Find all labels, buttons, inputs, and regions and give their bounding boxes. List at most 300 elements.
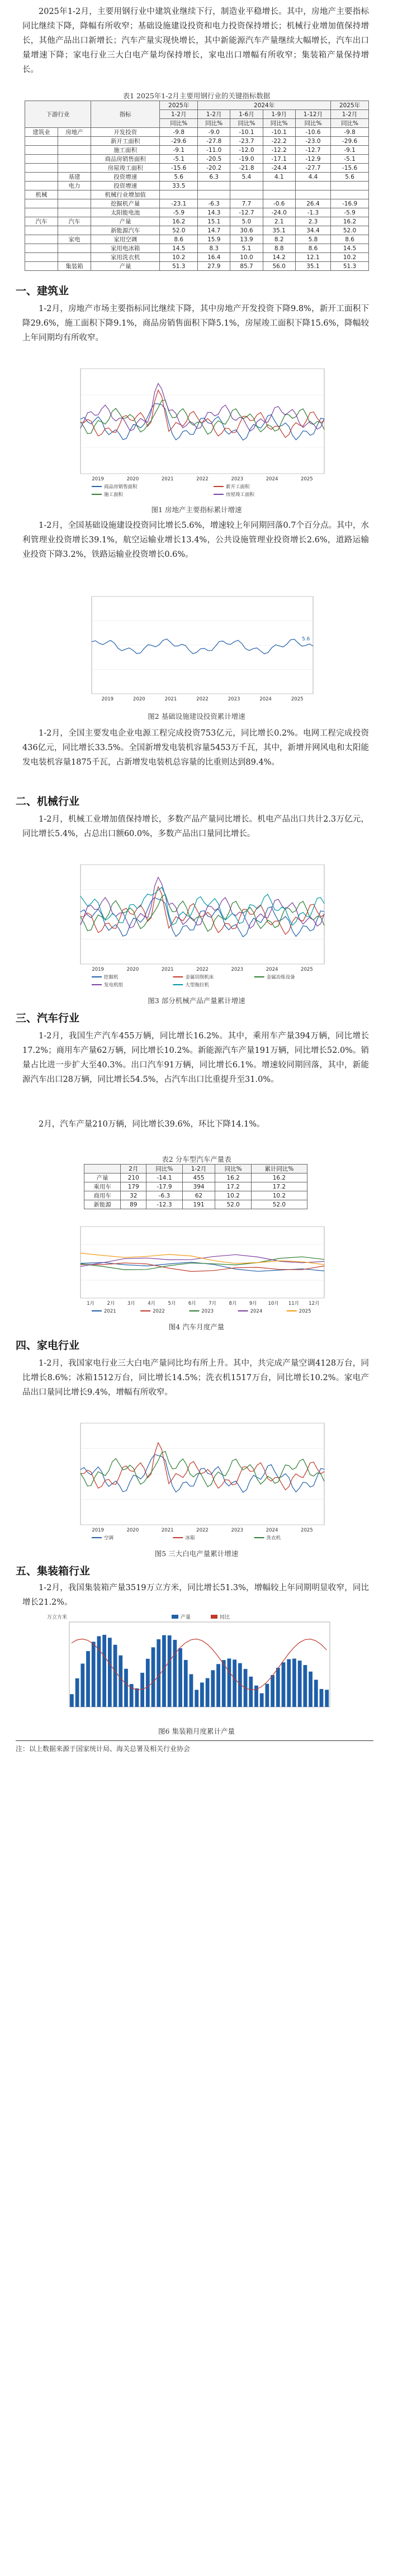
x-tick-label: 8月 xyxy=(229,1301,237,1306)
legend-label: 新开工面积 xyxy=(226,484,250,490)
table-cell xyxy=(25,155,58,164)
bar xyxy=(314,1680,318,1707)
section-container-title: 五、集装箱行业 xyxy=(16,1565,91,1577)
table-cell: 10.2 xyxy=(331,253,369,262)
fig4-caption: 图4 汽车月度产量 xyxy=(168,1323,225,1331)
x-tick-label: 2021 xyxy=(161,967,174,972)
bar xyxy=(298,1661,302,1707)
table-cell xyxy=(58,155,91,164)
col-header: 下游行业 xyxy=(25,101,91,128)
col-subheader: 1-6月 xyxy=(230,110,263,119)
table-cell: 52.0 xyxy=(251,1200,307,1209)
table-row xyxy=(25,199,369,208)
construction-paragraph-3: 1-2月，全国主要发电企业电源工程完成投资753亿元，同比增长0.2%。电网工程完成投资436亿元，同比增长33.5%。全国新增发电装机容量5453万千瓦，其中，新增并网风电和太阳能发电装机容量1875千瓦，占新增发电装机总容量的比重则达到89.4%。 xyxy=(22,729,369,767)
bar xyxy=(168,1635,172,1707)
x-tick-label: 2020 xyxy=(126,476,139,482)
table-cell xyxy=(230,182,263,190)
table-cell: -22.2 xyxy=(263,137,295,146)
bar xyxy=(151,1647,155,1707)
table-cell xyxy=(25,262,58,271)
fig6-caption: 图6 集装箱月度累计产量 xyxy=(158,1727,235,1735)
table-cell xyxy=(58,253,91,262)
table-cell xyxy=(58,199,91,208)
table-cell: 开发投资 xyxy=(91,128,160,137)
legend-label: 2021 xyxy=(104,1309,116,1314)
table-cell xyxy=(25,226,58,235)
col-header: 2月 xyxy=(121,1165,146,1173)
table-cell: 14.7 xyxy=(198,226,230,235)
table-cell: 16.2 xyxy=(215,1173,251,1182)
bar xyxy=(190,1674,193,1707)
x-tick-label: 12月 xyxy=(309,1301,320,1306)
table-cell: 14.5 xyxy=(160,244,198,253)
table-cell: 建筑业 xyxy=(25,128,58,137)
table-cell: -6.3 xyxy=(198,199,230,208)
table-cell: -5.9 xyxy=(331,208,369,217)
table-cell: 家用空调 xyxy=(91,235,160,244)
table-cell xyxy=(331,190,369,199)
x-tick-label: 4月 xyxy=(148,1301,156,1306)
x-tick-label: 2019 xyxy=(92,1528,104,1533)
x-tick-label: 6月 xyxy=(188,1301,196,1306)
legend-label: 发电机组 xyxy=(104,982,124,988)
table1-title: 表1 2025年1-2月主要用钢行业的关键指标数据 xyxy=(122,92,271,100)
table-cell: 8.6 xyxy=(331,235,369,244)
machinery-paragraph: 1-2月，机械工业增加值保持增长，多数产品产量同比增长。机电产品出口共计2.3万亿元，同比增长5.4%，占总出口额60.0%，多数产品出口量同比增长。 xyxy=(22,815,369,838)
table-cell: 8.6 xyxy=(160,235,198,244)
footnote-divider xyxy=(16,1740,373,1741)
table-cell: -16.9 xyxy=(331,199,369,208)
table-row xyxy=(25,128,369,137)
x-tick-label: 2019 xyxy=(92,476,104,482)
table-cell: 5.1 xyxy=(230,244,263,253)
x-tick-label: 2022 xyxy=(196,476,209,482)
legend-label: 大型拖拉机 xyxy=(185,982,209,988)
x-tick-label: 7月 xyxy=(209,1301,217,1306)
table-cell: 14.5 xyxy=(331,244,369,253)
table-cell: -15.6 xyxy=(160,164,198,173)
table-cell: 新能源 xyxy=(84,1200,121,1209)
table-cell: 家用电冰箱 xyxy=(91,244,160,253)
table-cell: -5.9 xyxy=(160,208,198,217)
table-cell xyxy=(58,190,91,199)
table-cell: -6.3 xyxy=(146,1191,182,1200)
series-line xyxy=(81,1253,324,1265)
section-appliance-title: 四、家电行业 xyxy=(16,1339,80,1352)
table-cell xyxy=(25,253,58,262)
table-cell: 2.3 xyxy=(295,217,330,226)
bar xyxy=(211,1670,215,1707)
table-cell: 5.0 xyxy=(230,217,263,226)
appliance-paragraph: 1-2月，我国家电行业三大白电产量同比均有所上升。其中，共完成产量空调4128万台，同比增长8.6%；冰箱1512万台，同比增长14.5%；洗衣机1517万台，同比增长10.2%。家电产品出口量同比增长9.4%，增幅有所收窄。 xyxy=(22,1359,369,1397)
legend-label: 商品房销售面积 xyxy=(104,484,138,490)
table-cell: 35.1 xyxy=(263,226,295,235)
table-cell: 8.8 xyxy=(263,244,295,253)
x-tick-label: 2021 xyxy=(161,1528,174,1533)
table-cell xyxy=(25,244,58,253)
bar xyxy=(119,1656,122,1707)
bar xyxy=(135,1688,139,1707)
table-cell: -19.0 xyxy=(230,155,263,164)
table-cell: 17.2 xyxy=(215,1182,251,1191)
table-cell: 电力 xyxy=(58,182,91,190)
table-cell xyxy=(25,146,58,155)
table-cell: 8.3 xyxy=(198,244,230,253)
legend-label: 洗衣机 xyxy=(266,1535,281,1541)
table-cell: 10.2 xyxy=(251,1191,307,1200)
bar xyxy=(292,1659,296,1707)
table-cell: 投资增速 xyxy=(91,173,160,182)
table-cell: -17.9 xyxy=(146,1182,182,1191)
x-tick-label: 10月 xyxy=(268,1301,279,1306)
table-cell: 62 xyxy=(182,1191,215,1200)
table-cell: -10.1 xyxy=(263,128,295,137)
bar xyxy=(184,1660,188,1707)
intro-paragraph: 2025年1-2月，主要用钢行业中建筑业继续下行，制造业平稳增长。其中，房地产主要指标同比继续下降，降幅有所收窄；基础设施建设投资和电力投资保持增长；机械行业增加值保持增长，其他产品出口新增长；汽车产量实现快增长，其中新能源汽车产量继续大幅增长，汽车出口量增速下降；家电行业三大白电产量均保持增长，家电出口增幅有所收窄；集装箱产量保持增长。 xyxy=(22,7,369,74)
fig2-caption: 图2 基础设施建设投资累计增速 xyxy=(148,712,245,721)
table-cell: 52.0 xyxy=(215,1200,251,1209)
legend-label: 冰箱 xyxy=(185,1535,195,1541)
table-cell: 8.6 xyxy=(295,244,330,253)
data-label: 5.6 xyxy=(302,636,310,642)
legend-swatch xyxy=(172,1615,178,1619)
table-cell: -10.6 xyxy=(295,128,330,137)
table-cell: 产量 xyxy=(91,217,160,226)
table-cell: -24.4 xyxy=(263,164,295,173)
table-cell: 投资增速 xyxy=(91,182,160,190)
legend-label: 施工面积 xyxy=(104,492,124,498)
x-tick-label: 2021 xyxy=(161,476,174,482)
fig1-caption: 图1 房地产主要指标累计增速 xyxy=(151,505,242,514)
table-cell: -27.8 xyxy=(198,137,230,146)
table-cell: -17.1 xyxy=(263,155,295,164)
table-cell: -5.1 xyxy=(160,155,198,164)
legend-swatch xyxy=(211,1615,217,1619)
table-cell: 85.7 xyxy=(230,262,263,271)
legend-label: 2022 xyxy=(153,1309,165,1314)
x-tick-label: 2024 xyxy=(266,967,278,972)
section-construction-title: 一、建筑业 xyxy=(16,285,69,297)
table-cell xyxy=(331,182,369,190)
x-tick-label: 2月 xyxy=(107,1301,115,1306)
col-subheader: 1-2月 xyxy=(331,110,369,119)
bar xyxy=(320,1689,324,1707)
table-cell: 集装箱 xyxy=(58,262,91,271)
table-cell: -9.1 xyxy=(331,146,369,155)
table-cell xyxy=(295,182,330,190)
table-cell xyxy=(295,190,330,199)
container-paragraph: 1-2月，我国集装箱产量3519万立方米，同比增长51.3%，增幅较上年同期明显收窄，同比增长21.2%。 xyxy=(22,1583,369,1607)
col-header xyxy=(84,1165,121,1173)
table-row xyxy=(25,173,369,182)
legend-label: 2025 xyxy=(299,1309,311,1314)
bar xyxy=(70,1694,74,1707)
legend-label: 挖掘机 xyxy=(104,975,119,980)
auto-paragraph-2: 2月，汽车产量210万辆，同比增长39.6%，环比下降14.1%。 xyxy=(39,1120,265,1129)
table-cell: -9.0 xyxy=(198,128,230,137)
x-tick-label: 2025 xyxy=(301,476,313,482)
col-header: 2025年 xyxy=(331,101,369,110)
legend-label: 产量 xyxy=(181,1615,191,1620)
table-cell: 5.6 xyxy=(160,173,198,182)
legend-label: 金属冶炼设备 xyxy=(266,975,295,980)
table-cell: 6.3 xyxy=(198,173,230,182)
table-cell: 2.1 xyxy=(263,217,295,226)
footnote: 注：以上数据来源于国家统计局、海关总署及相关行业协会 xyxy=(16,1745,191,1753)
table-row xyxy=(84,1173,307,1182)
table-cell xyxy=(25,164,58,173)
bar xyxy=(113,1645,117,1707)
x-tick-label: 5月 xyxy=(168,1301,176,1306)
table-row xyxy=(25,190,369,199)
x-tick-label: 2019 xyxy=(92,967,104,972)
table-cell: 5.6 xyxy=(331,173,369,182)
construction-paragraph-1: 1-2月，房地产市场主要指标同比继续下降，其中房地产开发投资下降9.8%，新开工面积下降29.6%，施工面积下降9.1%，商品房销售面积下降5.1%，房屋竣工面积下降15.6%，降幅较上年同期均有所收窄。 xyxy=(22,304,369,342)
table-cell xyxy=(25,137,58,146)
table-cell: 455 xyxy=(182,1173,215,1182)
col-header: 同比% xyxy=(146,1165,182,1173)
x-tick-label: 2020 xyxy=(126,967,139,972)
table-cell: 14.2 xyxy=(263,253,295,262)
table-cell: 10.2 xyxy=(160,253,198,262)
table-cell: 4.4 xyxy=(295,173,330,182)
table-cell: 27.9 xyxy=(198,262,230,271)
bar xyxy=(146,1659,150,1707)
table-cell xyxy=(58,226,91,235)
table-cell: -12.3 xyxy=(146,1200,182,1209)
table-cell: 32 xyxy=(121,1191,146,1200)
bar xyxy=(309,1672,312,1707)
table-cell: 房地产 xyxy=(58,128,91,137)
table-cell: 5.8 xyxy=(295,235,330,244)
table-cell: -11.0 xyxy=(198,146,230,155)
table-row xyxy=(25,244,369,253)
bar xyxy=(276,1668,280,1707)
x-tick-label: 2024 xyxy=(259,697,272,702)
series-line xyxy=(81,400,324,434)
col-header: 累计同比% xyxy=(251,1165,307,1173)
table-cell: -1.3 xyxy=(295,208,330,217)
table-cell: 7.7 xyxy=(230,199,263,208)
table-cell: 挖掘机产量 xyxy=(91,199,160,208)
legend-label: 2023 xyxy=(201,1309,214,1314)
table2-title: 表2 分车型汽车产量表 xyxy=(162,1155,231,1163)
table-cell: 15.9 xyxy=(198,235,230,244)
x-tick-label: 2020 xyxy=(126,1528,139,1533)
x-tick-label: 3月 xyxy=(127,1301,135,1306)
table-cell: -23.1 xyxy=(160,199,198,208)
col-unit: 同比% xyxy=(160,119,198,128)
bar xyxy=(228,1658,231,1707)
legend-label: 金属切削机床 xyxy=(185,975,214,980)
col-unit: 同比% xyxy=(230,119,263,128)
table-cell: 乘用车 xyxy=(84,1182,121,1191)
table-cell: -9.8 xyxy=(331,128,369,137)
col-unit: 同比% xyxy=(295,119,330,128)
col-subheader: 1-2月 xyxy=(160,110,198,119)
table-row xyxy=(25,208,369,217)
series-line xyxy=(92,639,313,654)
bar xyxy=(81,1663,84,1707)
table-cell: 商品房销售面积 xyxy=(91,155,160,164)
bar xyxy=(233,1659,236,1707)
bar xyxy=(303,1665,307,1707)
table-row xyxy=(25,217,369,226)
auto-monthly-chart xyxy=(61,1222,330,1317)
table-cell: -24.0 xyxy=(263,208,295,217)
table-row xyxy=(25,182,369,190)
vehicle-output-table xyxy=(84,1164,307,1209)
bar xyxy=(162,1635,166,1707)
legend-label: 2024 xyxy=(250,1309,263,1314)
container-chart xyxy=(45,1612,347,1721)
table-cell: 太阳能电池 xyxy=(91,208,160,217)
col-unit: 同比% xyxy=(263,119,295,128)
table-cell: 16.2 xyxy=(251,1173,307,1182)
table-cell xyxy=(263,182,295,190)
real-estate-chart xyxy=(61,364,330,500)
col-subheader: 1-12月 xyxy=(295,110,330,119)
bar xyxy=(216,1664,220,1707)
bar xyxy=(102,1635,106,1707)
appliance-chart xyxy=(61,1419,330,1544)
bar xyxy=(124,1669,128,1707)
table-row xyxy=(84,1191,307,1200)
table-cell xyxy=(198,182,230,190)
bar xyxy=(97,1636,101,1707)
table-cell: 10.2 xyxy=(215,1191,251,1200)
col-header: 2025年 xyxy=(160,101,198,110)
series-line xyxy=(81,383,324,431)
table-cell: 13.9 xyxy=(230,235,263,244)
table-row xyxy=(25,226,369,235)
table-cell: 产量 xyxy=(91,262,160,271)
table-cell: -12.2 xyxy=(263,146,295,155)
table-cell: 4.1 xyxy=(263,173,295,182)
bar xyxy=(86,1651,90,1707)
bar xyxy=(222,1660,226,1707)
x-tick-label: 2023 xyxy=(231,967,244,972)
table-cell xyxy=(58,137,91,146)
table-row xyxy=(84,1182,307,1191)
table-cell: -5.1 xyxy=(331,155,369,164)
table-cell: 89 xyxy=(121,1200,146,1209)
construction-paragraph-2: 1-2月，全国基础设施建设投资同比增长5.6%，增速较上年同期回落0.7个百分点。其中，水利管理业投资增长39.1%，航空运输业增长13.4%，公共设施管理业投资增长2.6%，道路运输业投资下降3.2%，铁路运输业投资增长0.6%。 xyxy=(22,521,369,559)
table-cell: -20.2 xyxy=(198,164,230,173)
table-cell: -23.7 xyxy=(230,137,263,146)
bar xyxy=(195,1690,198,1707)
table-cell: 机械 xyxy=(25,190,58,199)
table-cell: 产量 xyxy=(84,1173,121,1182)
x-tick-label: 2025 xyxy=(301,1528,313,1533)
table-cell: 52.0 xyxy=(331,226,369,235)
legend-label: 同比 xyxy=(220,1615,230,1620)
col-unit: 同比% xyxy=(331,119,369,128)
table-cell xyxy=(198,190,230,199)
bar xyxy=(75,1678,79,1707)
table-row xyxy=(25,146,369,155)
x-tick-label: 2024 xyxy=(266,476,278,482)
table-row xyxy=(25,253,369,262)
table-row xyxy=(84,1200,307,1209)
table-cell: -12.7 xyxy=(295,146,330,155)
section-machinery-title: 二、机械行业 xyxy=(16,795,80,808)
table-cell: 新开工面积 xyxy=(91,137,160,146)
table-cell: 新能源汽车 xyxy=(91,226,160,235)
table-cell: 210 xyxy=(121,1173,146,1182)
bar xyxy=(178,1648,182,1707)
table-cell xyxy=(58,164,91,173)
x-tick-label: 2020 xyxy=(133,697,145,702)
table-row xyxy=(25,137,369,146)
key-indicators-table xyxy=(25,101,369,271)
table-cell: 汽车 xyxy=(58,217,91,226)
table-cell: 汽车 xyxy=(25,217,58,226)
table-cell: 14.3 xyxy=(198,208,230,217)
table-cell: -23.0 xyxy=(295,137,330,146)
x-tick-label: 1月 xyxy=(87,1301,95,1306)
table-cell xyxy=(230,190,263,199)
x-tick-label: 2023 xyxy=(231,1528,244,1533)
infrastructure-chart xyxy=(73,592,319,706)
x-tick-label: 2025 xyxy=(291,697,304,702)
table-cell xyxy=(25,199,58,208)
x-tick-label: 2025 xyxy=(301,967,313,972)
col-unit: 同比% xyxy=(198,119,230,128)
table-cell: -21.8 xyxy=(230,164,263,173)
x-tick-label: 2022 xyxy=(196,697,209,702)
table-cell: 房屋竣工面积 xyxy=(91,164,160,173)
table-cell: -29.6 xyxy=(331,137,369,146)
col-header: 同比% xyxy=(215,1165,251,1173)
table-cell: 34.4 xyxy=(295,226,330,235)
bar xyxy=(325,1690,329,1707)
x-tick-label: 2023 xyxy=(228,697,240,702)
x-tick-label: 2021 xyxy=(164,697,177,702)
table-cell: 机械行业增加值 xyxy=(91,190,160,199)
table-cell: 51.3 xyxy=(331,262,369,271)
x-tick-label: 2022 xyxy=(196,967,209,972)
table-cell xyxy=(58,146,91,155)
bar xyxy=(130,1684,134,1707)
table-cell xyxy=(25,182,58,190)
table-cell xyxy=(25,208,58,217)
table-cell: 56.0 xyxy=(263,262,295,271)
table-row xyxy=(25,235,369,244)
table-cell xyxy=(25,235,58,244)
bar xyxy=(287,1659,291,1707)
bar xyxy=(173,1640,177,1707)
table-cell: 16.2 xyxy=(160,217,198,226)
col-header: 指标 xyxy=(91,101,160,128)
table-cell: 17.2 xyxy=(251,1182,307,1191)
table-cell xyxy=(58,244,91,253)
x-tick-label: 9月 xyxy=(249,1301,257,1306)
table-cell: 家电 xyxy=(58,235,91,244)
x-tick-label: 2023 xyxy=(231,476,244,482)
auto-paragraph-1: 1-2月，我国生产汽车455万辆，同比增长16.2%。其中，乘用车产量394万辆，同比增长17.2%；商用车产量62万辆，同比增长10.2%。新能源汽车产量191万辆，同比增长52.0%。销量占比进一步扩大至40.3%。出口汽车91万辆，同比增长6.1%。增速较同期回落，其中，新能源汽车出口28万辆，同比增长54.5%，占汽车出口比重提升至31.0%。 xyxy=(22,1032,369,1084)
x-tick-label: 2024 xyxy=(266,1528,278,1533)
table-cell: -10.1 xyxy=(230,128,263,137)
table-cell: 8.2 xyxy=(263,235,295,244)
fig5-caption: 图5 三大白电产量累计增速 xyxy=(154,1549,239,1558)
table-cell: 5.4 xyxy=(230,173,263,182)
legend-label: 空调 xyxy=(104,1535,114,1541)
table-cell: 51.3 xyxy=(160,262,198,271)
y-axis-label: 万立方米 xyxy=(47,1615,68,1620)
col-subheader: 1-2月 xyxy=(198,110,230,119)
table-cell: 394 xyxy=(182,1182,215,1191)
